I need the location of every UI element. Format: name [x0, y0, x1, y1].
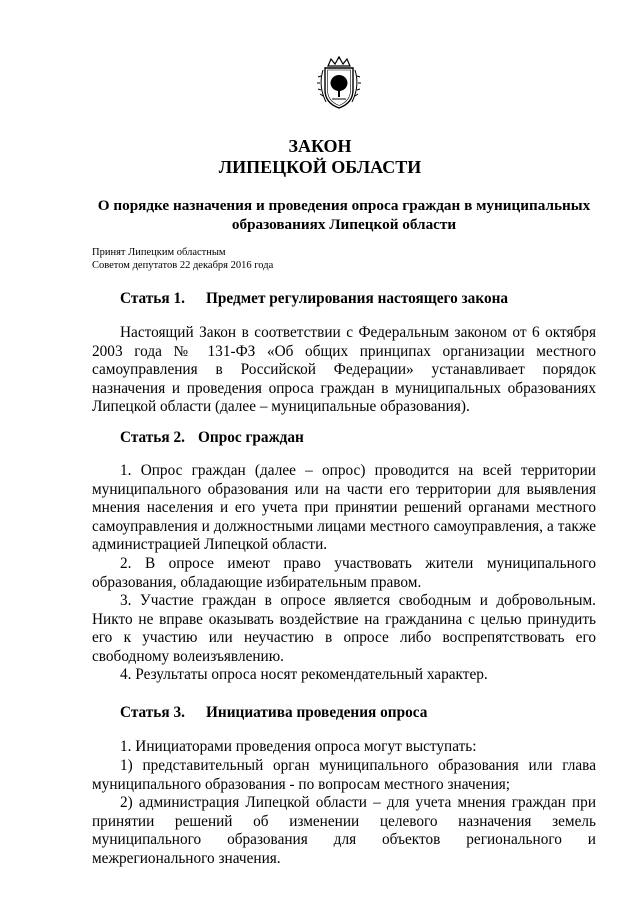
paragraph: 1) представительный орган муниципального образования или глава муниципального образования - по вопросам местного значения;: [92, 757, 596, 793]
paragraph: 2. В опросе имеют право участвовать жители муниципального образования, обладающие избирательным правом.: [92, 555, 596, 591]
coat-of-arms-icon: [316, 56, 362, 110]
paragraph: Настоящий Закон в соответствии с Федеральным законом от 6 октября 2003 года № 131-ФЗ «Об общих принципах организации местного самоуправления в Российской Федерации» устанавливает порядок назначения и проведения опроса граждан в муниципальных образованиях Липецкой области (далее – муниципальные образования).: [92, 324, 596, 416]
paragraph: 2) администрация Липецкой области – для учета мнения граждан при принятии решений об изменении целевого назначения земель муниципального образования для объектов регионального и межрегионального значения.: [92, 794, 596, 867]
article-2-heading: [120, 428, 304, 447]
article-1-heading: [120, 289, 508, 308]
law-subtitle: [92, 196, 596, 234]
paragraph: 1. Инициаторами проведения опроса могут выступать:: [120, 738, 477, 755]
adoption-line: Принят Липецким областным: [92, 247, 226, 258]
article-number: Статья 1.: [120, 290, 185, 307]
article-title: Предмет регулирования настоящего закона: [206, 290, 509, 307]
article-3-heading: [120, 703, 427, 722]
paragraph: 1. Опрос граждан (далее – опрос) проводится на всей территории муниципального образования или на части его территории для выявления мнения населения и его учета при принятии решений органами местного самоуправления и должностными лицами местного самоуправления, а также администрацией Липецкой области.: [92, 462, 596, 554]
law-region: ЛИПЕЦКОЙ ОБЛАСТИ: [218, 157, 422, 177]
law-title: ЗАКОН: [288, 136, 352, 156]
article-title: Инициатива проведения опроса: [206, 704, 428, 721]
paragraph: 4. Результаты опроса носят рекомендательный характер.: [120, 666, 488, 683]
article-number: Статья 3.: [120, 704, 185, 721]
subtitle-line: образованиях Липецкой области: [231, 216, 457, 233]
paragraph: 3. Участие граждан в опросе является свободным и добровольным. Никто не вправе оказывать воздействие на гражданина с целью принудить его к участию или неучастию в опросе либо воспрепятствовать его свободному волеизъявлению.: [92, 592, 596, 665]
adoption-line: Советом депутатов 22 декабря 2016 года: [92, 260, 274, 271]
subtitle-line: О порядке назначения и проведения опроса граждан в муниципальных: [97, 197, 591, 214]
adoption-note: [92, 246, 273, 272]
article-number: Статья 2.: [120, 429, 185, 446]
article-title: Опрос граждан: [198, 429, 304, 446]
